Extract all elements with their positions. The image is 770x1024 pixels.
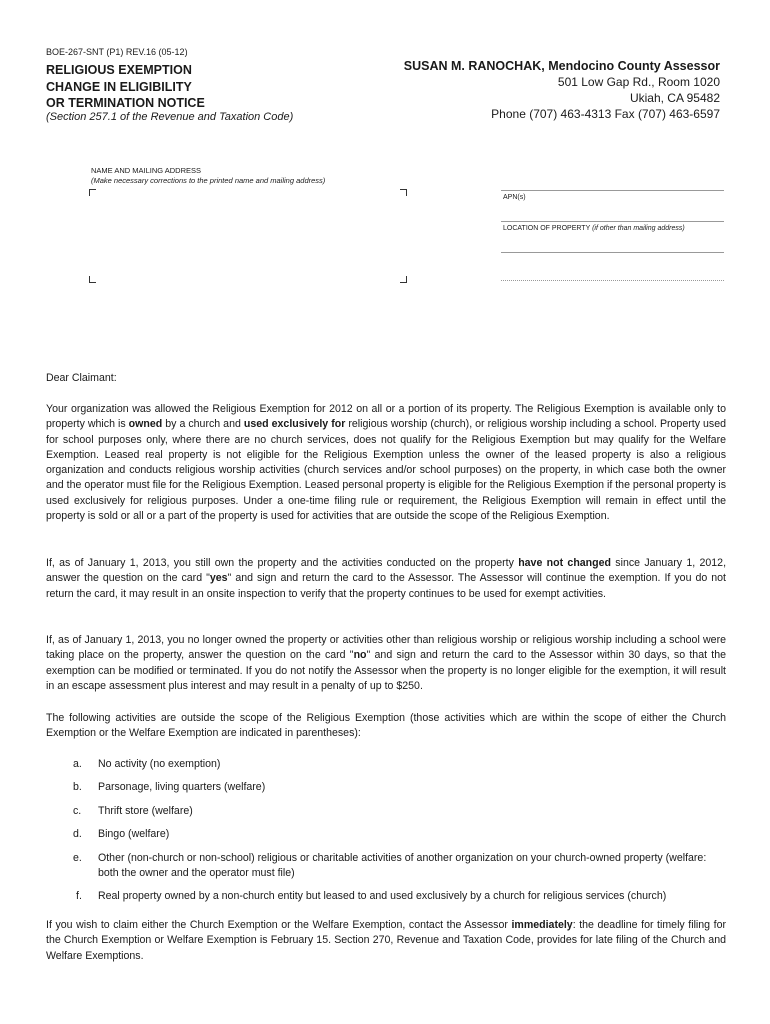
form-number: BOE-267-SNT (P1) REV.16 (05-12) — [46, 47, 188, 57]
paragraph-1: Your organization was allowed the Religious Exemption for 2012 on all or a portion of its property. The Religious Exemption is available only to property which is owned by a church and used exclusively for religious worship (church), or religious worship including a school. Property used for school purposes only, where there are no church services, does not qualify for the Religious Exemption but may qualify for the Welfare Exemption. Leased real property is not eligible for the Religious Exemption unless the owner of the leased property is also a religious organization and conducts religious worship activities (church services and/or school purposes) on the property, in which case both the owner and the operator must file for the Religious Exemption. Leased personal property is eligible for the Religious Exemption if the personal property is used exclusively for religious purposes. Under a one-time filing rule or requirement, the Religious Exemption will remain in effect until the property is sold or all or a part of the property is used for activities that are outside the scope of the Religious Exemption. — [46, 403, 726, 523]
location-line-3 — [501, 280, 724, 281]
apn-line — [501, 190, 724, 191]
address-window-corner-br — [400, 276, 407, 283]
section-reference: (Section 257.1 of the Revenue and Taxation Code) — [46, 111, 294, 123]
mailing-instruction: (Make necessary corrections to the printed name and mailing address) — [91, 176, 326, 185]
mailing-label-text: NAME AND MAILING ADDRESS — [91, 166, 202, 175]
paragraph-3: If, as of January 1, 2013, you no longer owned the property or activities other than religious worship or religious worship including a school were taking place on the property, answer the question on the card "no" and sign and return the card to the Assessor within 30 days, so that the exemption can be modified or terminated. If you do not notify the Assessor when the property is no longer eligible for the exemption, it will result in an escape assessment plus interest and may result in a penalty of up to $250. — [46, 634, 726, 692]
form-title — [46, 62, 205, 112]
paragraph-2: If, as of January 1, 2013, you still own the property and the activities conducted on the property have not changed since January 1, 2012, answer the question on the card "yes" and sign and return the card to the Assessor. The Assessor will continue the exemption. If you do not return the card, it may result in an onsite inspection to verify that the property continues to be used for exempt activities. — [46, 557, 727, 600]
mailing-address-label — [91, 166, 325, 186]
title-line-3: OR TERMINATION NOTICE — [46, 96, 205, 110]
address-window-corner-bl — [89, 276, 96, 283]
assessor-city: Ukiah, CA 95482 — [629, 91, 720, 105]
title-line-1: RELIGIOUS EXEMPTION — [46, 63, 192, 77]
location-line — [501, 221, 724, 222]
salutation: Dear Claimant: — [46, 372, 117, 384]
location-label — [503, 225, 685, 232]
address-window-corner-tr — [400, 189, 407, 196]
assessor-contact: Phone (707) 463-4313 Fax (707) 463-6597 — [491, 107, 720, 121]
apn-label: APN(s) — [503, 194, 526, 201]
assessor-street: 501 Low Gap Rd., Room 1020 — [557, 75, 720, 89]
address-window-corner-tl — [89, 189, 96, 196]
assessor-block — [404, 58, 720, 122]
paragraph-5: If you wish to claim either the Church Exemption or the Welfare Exemption, contact the Assessor immediately: the deadline for timely filing for the Church Exemption or Welfare Exemption is February 15. Section 270, Revenue and Taxation Code, provides for late filing of the Church and Welfare Exemptions. — [46, 919, 726, 962]
location-note: (if other than mailing address) — [592, 225, 685, 232]
paragraph-4: The following activities are outside the scope of the Religious Exemption (those activities which are within the scope of either the Church Exemption or the Welfare Exemption are indicated in parentheses): — [46, 712, 726, 740]
title-line-2: CHANGE IN ELIGIBILITY — [46, 79, 192, 94]
location-line-2 — [501, 252, 724, 253]
location-label-text: LOCATION OF PROPERTY — [503, 225, 591, 232]
assessor-name: SUSAN M. RANOCHAK, Mendocino County Assessor — [403, 59, 720, 73]
